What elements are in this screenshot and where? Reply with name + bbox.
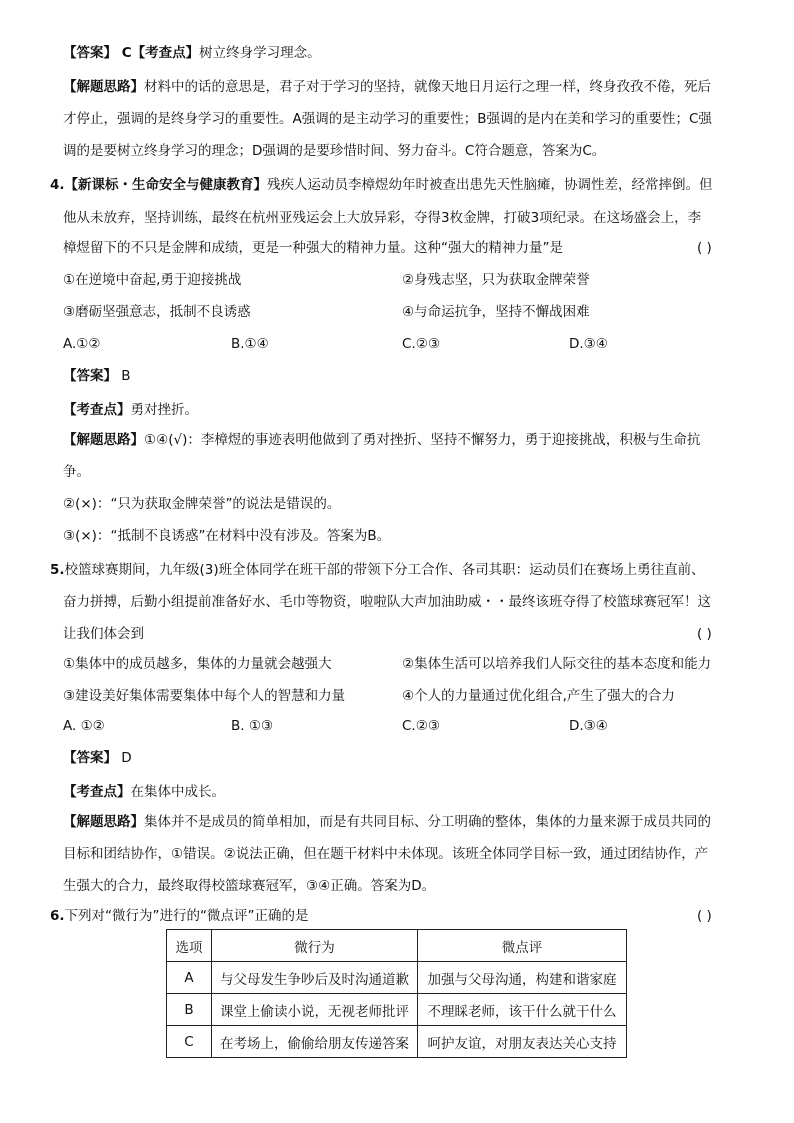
table-cell: 在考场上，偷偷给朋友传递答案 [212,1026,418,1058]
statement-4: ④与命运抗争，坚持不懈战困难 [402,304,590,320]
table-cell: 呵护友谊，对朋友表达关心支持 [418,1026,627,1058]
think-line: ②(×)：“只为获取金牌荣誉”的说法是错误的。 [63,496,341,512]
think-line: ③(×)：“抵制不良诱惑”在材料中没有涉及。答案为B。 [63,528,391,544]
question-4-line [50,175,713,195]
statement-1: ①在逆境中奋起,勇于迎接挑战 [63,272,242,288]
table-header-row [167,930,627,962]
think-line: 才停止，强调的是终身学习的重要性。A强调的是主动学习的重要性；B强调的是内在美和学习的重要性；C强 [63,111,712,127]
question-number: 5. [50,562,65,578]
choice-c: C.②③ [402,336,440,352]
think-tag: 【解题思路】 [63,432,144,448]
header-cell: 微点评 [418,930,627,962]
table-row [167,1026,627,1058]
table-row [167,994,627,1026]
point-tag: 【考查点】 [63,402,131,418]
answer-tag: 【答案】 [63,45,117,61]
question-text: 他从未放弃，坚持训练，最终在杭州亚残运会上大放异彩，夺得3枚金牌，打破3项纪录。在这场盛会上，李 [63,210,702,226]
think-line: 生强大的合力，最终取得校篮球赛冠军，③④正确。答案为D。 [63,878,436,894]
choice-a: A.①② [63,336,101,352]
question-text: 下列对“微行为”进行的“微点评”正确的是 [64,908,309,924]
think-line: 争。 [63,464,90,480]
table-cell: 不理睬老师，该干什么就干什么 [418,994,627,1026]
choice-b: B. ①③ [231,718,274,734]
statement-4: ④个人的力量通过优化组合,产生了强大的合力 [402,688,675,704]
choice-a: A. ①② [63,718,105,734]
think-tag: 【解题思路】 [63,79,144,95]
statement-3: ③建设美好集体需要集体中每个人的智慧和力量 [63,688,346,704]
answer-paren: ( ) [697,908,712,924]
answer-value: B [117,368,131,384]
table-cell: 加强与父母沟通，构建和谐家庭 [418,962,627,994]
question-text: 残疾人运动员李樟煜幼年时被查出患先天性脑瘫，协调性差，经常摔倒。但 [267,177,713,193]
table-cell: 与父母发生争吵后及时沟通道歉 [212,962,418,994]
table-cell: C [167,1026,212,1058]
table-cell: A [167,962,212,994]
answer-value: D [117,750,132,766]
behavior-table [166,929,627,1058]
question-text: 让我们体会到 [63,626,144,642]
header-cell: 选项 [167,930,212,962]
table-cell: 课堂上偷读小说，无视老师批评 [212,994,418,1026]
think-tag: 【解题思路】 [63,814,144,830]
point-line [63,400,198,420]
question-text: 校篮球赛期间，九年级(3)班全体同学在班干部的带领下分工合作、各司其职：运动员们在赛场上勇往直前、 [64,562,705,578]
question-text: 樟煜留下的不只是金牌和成绩，更是一种强大的精神力量。这种“强大的精神力量”是 [63,240,563,256]
point-tag: 【考查点】 [63,784,131,800]
answer-tag: 【答案】 [63,750,117,766]
answer-paren: ( ) [697,626,712,642]
answer-value: C [117,45,132,61]
think-line [63,77,711,97]
question-text: 奋力拼搏，后勤小组提前准备好水、毛巾等物资，啦啦队大声加油助威・・最终该班夺得了校篮球赛冠军！这 [63,594,711,610]
think-text: 材料中的话的意思是，君子对于学习的坚持，就像天地日月运行之理一样，终身孜孜不倦，死后 [144,79,711,95]
statement-1: ①集体中的成员越多，集体的力量就会越强大 [63,656,332,672]
choice-d: D.③④ [569,336,608,352]
point-text: 在集体中成长。 [130,784,225,800]
header-cell: 微行为 [212,930,418,962]
think-line: 目标和团结协作，①错误。②说法正确，但在题干材料中未体现。该班全体同学目标一致，通过团结协作，产 [63,846,709,862]
table-row [167,962,627,994]
answer-line-q5 [63,748,132,768]
choice-c: C.②③ [402,718,440,734]
question-tag: 【新课标・生命安全与健康教育】 [64,177,268,193]
statement-3: ③磨砺坚强意志，抵制不良诱惑 [63,304,251,320]
question-number: 6. [50,908,65,924]
answer-line-q3 [63,43,321,63]
answer-paren: ( ) [697,240,712,256]
statement-2: ②身残志坚，只为获取金牌荣誉 [402,272,590,288]
question-6-line [50,906,309,926]
point-tag: 【考查点】 [131,45,200,61]
answer-line-q4 [63,366,131,386]
choice-d: D.③④ [569,718,608,734]
point-text: 勇对挫折。 [130,402,198,418]
question-number: 4. [50,177,65,193]
statement-2: ②集体生活可以培养我们人际交往的基本态度和能力 [402,656,712,672]
table-cell: B [167,994,212,1026]
think-line: 调的是要树立终身学习的理念；D强调的是要珍惜时间、努力奋斗。C符合题意，答案为C。 [63,143,606,159]
think-text: 集体并不是成员的简单相加，而是有共同目标、分工明确的整体，集体的力量来源于成员共同的 [144,814,711,830]
answer-tag: 【答案】 [63,368,117,384]
think-line [63,812,711,832]
point-line [63,782,225,802]
point-text: 树立终身学习理念。 [199,45,321,61]
question-5-line [50,560,705,580]
choice-b: B.①④ [231,336,269,352]
think-text: ①④(√)：李樟煜的事迹表明他做到了勇对挫折、坚持不懈努力，勇于迎接挑战，积极与生命抗 [144,432,701,448]
think-line [63,430,700,450]
